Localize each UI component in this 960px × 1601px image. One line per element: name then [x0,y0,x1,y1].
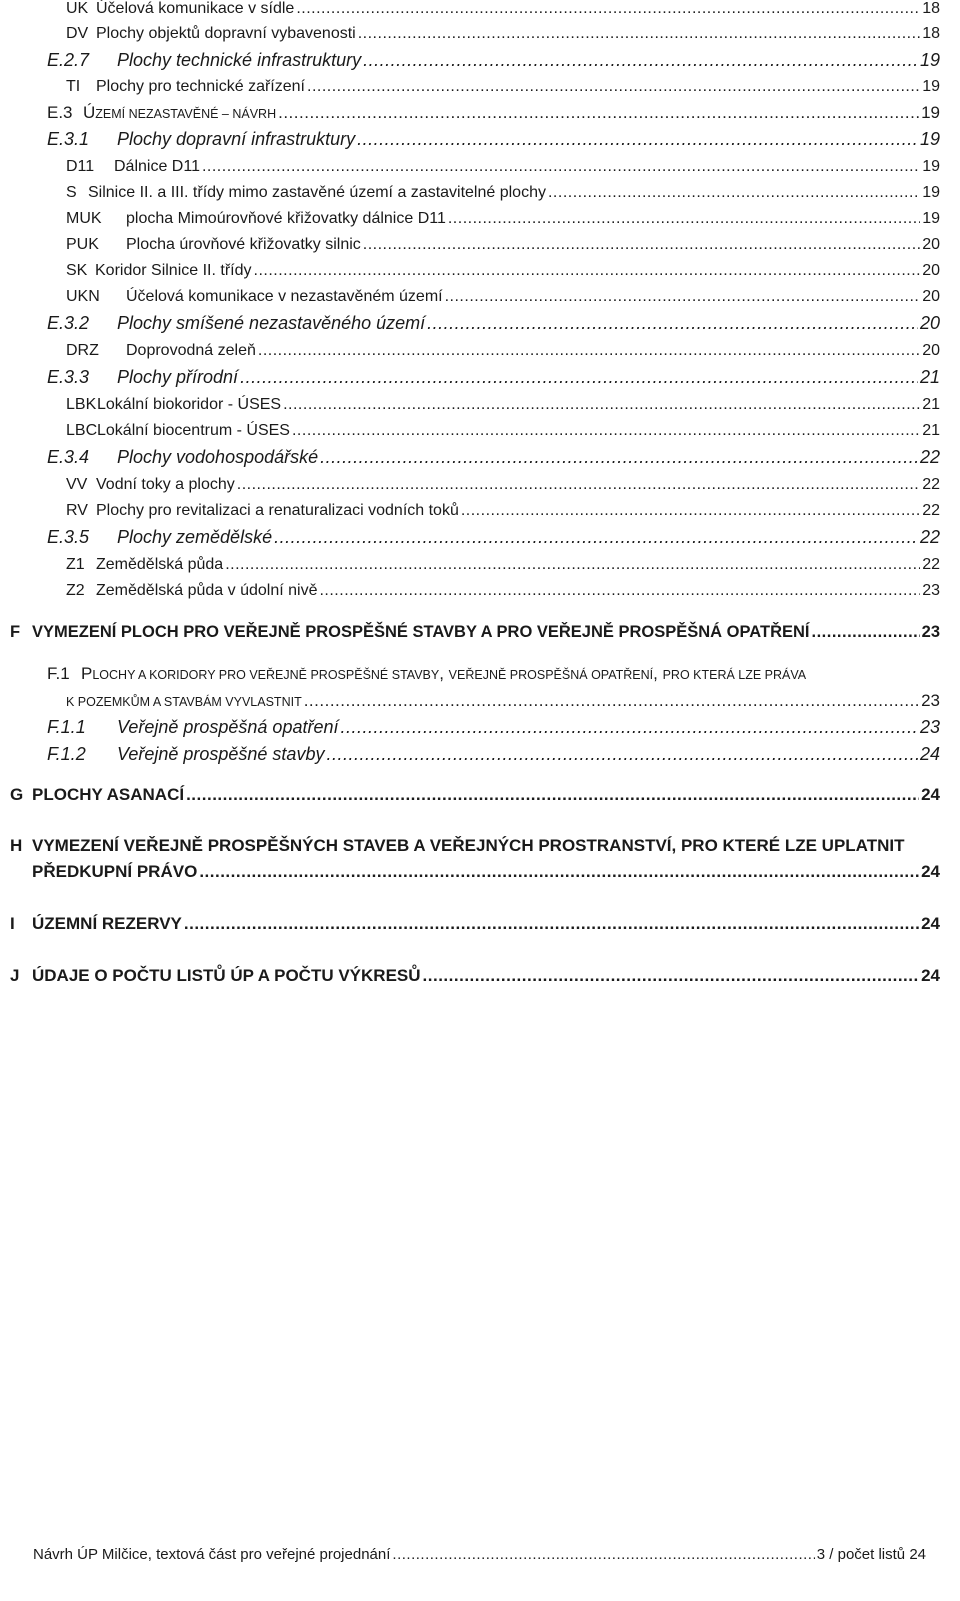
toc-entry-title: ÚZEMNÍ REZERVY [32,914,182,933]
toc-entry[interactable] [66,184,940,202]
page-footer [33,1546,926,1563]
toc-entry-number: MUK [66,210,102,227]
toc-entry-line-2[interactable] [66,691,940,711]
toc-entry-page: 18 [922,0,940,17]
toc-entry-page: 20 [919,313,940,333]
toc-entry-page: 23 [919,717,940,737]
toc-entry-title: Plochy objektů dopravní vybavenosti [96,25,356,42]
toc-entry[interactable] [47,50,940,71]
toc-entry-number: UKN [66,288,100,305]
toc-entry-number: F [10,623,21,641]
leader-dots [292,422,920,440]
toc-entry-number: DRZ [66,342,99,359]
toc-entry-number: DV [66,25,89,42]
leader-dots [254,262,921,280]
toc-entry-page: 20 [922,288,940,305]
leader-dots [304,691,919,711]
toc-entry-title: Plochy smíšené nezastavěného území [117,313,426,333]
leader-dots [274,527,918,548]
toc-entry-page: 23 [921,691,940,710]
toc-entry[interactable] [47,103,940,123]
toc-entry-title: PLOCHY ASANACÍ [32,785,185,804]
toc-entry-title: Lokální biokoridor - ÚSES [97,396,282,413]
toc-entry-title: Plochy technické infrastruktury [117,50,362,70]
leader-dots [202,158,920,176]
toc-entry-number: Z2 [66,582,85,599]
leader-dots [548,184,920,202]
toc-entry[interactable] [66,78,940,96]
toc-entry-title: Plochy pro revitalizaci a renaturalizaci vodních toků [96,502,459,519]
toc-entry-number: D11 [66,158,95,175]
toc-entry-page: 22 [922,502,940,519]
toc-entry-title: Plochy přírodní [117,367,239,387]
toc-entry-page: 22 [919,447,940,467]
toc-entry-page: 19 [922,184,940,201]
leader-dots [445,288,921,306]
toc-entry-title: plocha Mimoúrovňové křižovatky dálnice D11 [126,210,446,227]
toc-entry[interactable] [66,210,940,228]
toc-entry-number: E.3.3 [47,367,90,387]
toc-entry[interactable] [66,582,940,600]
toc-entry-number: F.1 [47,664,70,683]
toc-entry[interactable] [66,342,940,360]
toc-entry-number: E.3.1 [47,129,90,149]
leader-dots [423,966,920,986]
leader-dots [357,129,918,150]
toc-entry-page: 24 [919,744,940,764]
leader-dots [358,25,920,43]
leader-dots [340,717,917,738]
leader-dots [320,447,918,468]
toc-entry-title: VYMEZENÍ PLOCH PRO VEŘEJNĚ PROSPĚŠNÉ STAVBY A PRO VEŘEJNĚ PROSPĚŠNÁ OPATŘENÍ [32,623,810,641]
toc-entry-number: Z1 [66,556,85,573]
toc-entry-page: 20 [922,236,940,253]
toc-entry-number: J [10,966,20,985]
toc-entry-number: E.3.4 [47,447,90,467]
toc-entry[interactable] [66,236,940,254]
leader-dots [326,744,918,765]
footer-text: Návrh ÚP Milčice, textová část pro veřejné projednání [33,1546,391,1563]
leader-dots [283,396,920,414]
toc-entry-number: TI [66,78,81,95]
toc-entry-page: 20 [922,342,940,359]
toc-entry-page: 19 [919,129,940,149]
toc-entry[interactable] [47,313,940,334]
leader-dots [296,0,920,18]
toc-entry-title: Dálnice D11 [114,158,200,175]
toc-entry-page: 24 [921,966,940,985]
toc-entry-number: E.3 [47,103,73,122]
toc-entry-title: Zemědělská půda [96,556,224,573]
toc-entry-title-cont: K POZEMKŮM A STAVBÁM VYVLASTNIT [66,695,302,709]
toc-entry-number: E.3.2 [47,313,90,333]
toc-entry-title: Plochy pro technické zařízení [96,78,305,95]
toc-chapter-line-2[interactable] [32,862,940,882]
toc-entry[interactable] [66,158,940,176]
toc-entry-page: 18 [922,25,940,42]
leader-dots [363,236,920,254]
toc-entry-number: F.1.1 [47,717,86,737]
toc-entry-page: 19 [922,210,940,227]
toc-entry[interactable] [47,367,940,388]
toc-entry[interactable] [66,476,940,494]
toc-entry-title: Doprovodná zeleň [126,342,256,359]
leader-dots [199,862,919,882]
leader-dots [363,50,918,71]
toc-entry-title: Plochy vodohospodářské [117,447,319,467]
toc-entry[interactable] [66,0,940,18]
toc-entry-title: Účelová komunikace v nezastavěném území [126,288,443,305]
toc-entry-title: Vodní toky a plochy [96,476,235,493]
toc-entry-page: 24 [921,862,940,881]
toc-entry-page: 20 [922,262,940,279]
toc-chapter-line-1[interactable] [10,836,940,856]
toc-entry-number: E.2.7 [47,50,90,70]
leader-dots [392,1546,814,1563]
toc-chapter[interactable] [10,785,940,805]
leader-dots [427,313,918,334]
footer-page-number: 3 / počet listů 24 [816,1546,926,1563]
toc-entry-page: 23 [922,582,940,599]
toc-entry[interactable] [66,25,940,43]
toc-entry-page: 21 [919,367,940,387]
leader-dots [225,556,920,574]
toc-entry-page: 22 [919,527,940,547]
toc-entry-number: S [66,184,77,201]
toc-entry[interactable] [66,556,940,574]
leader-dots [184,914,919,934]
toc-entry-number: VV [66,476,88,493]
leader-dots [237,476,920,494]
toc-chapter[interactable] [10,623,940,642]
toc-entry-page: 23 [921,623,940,641]
toc-chapter[interactable] [10,966,940,986]
toc-entry-number: RV [66,502,88,519]
toc-entry-number: F.1.2 [47,744,86,764]
leader-dots [186,785,919,805]
toc-entry-page: 21 [922,396,940,413]
leader-dots [448,210,920,228]
toc-entry[interactable] [47,129,940,150]
toc-entry[interactable] [66,288,940,306]
toc-entry[interactable] [47,447,940,468]
toc-entry-title: VYMEZENÍ VEŘEJNĚ PROSPĚŠNÝCH STAVEB A VEŘEJNÝCH PROSTRANSTVÍ, PRO KTERÉ LZE UPLATNIT [32,836,905,855]
toc-entry-line-1[interactable] [47,664,940,684]
toc-entry-number: PUK [66,236,99,253]
toc-entry[interactable] [66,502,940,520]
toc-entry[interactable] [66,422,940,440]
toc-entry-title: Veřejně prospěšné stavby [117,744,325,764]
toc-entry-page: 19 [921,103,940,122]
toc-entry-page: 19 [922,158,940,175]
toc-entry-page: 24 [921,785,940,804]
leader-dots [258,342,920,360]
toc-entry-title: Veřejně prospěšná opatření [117,717,339,737]
toc-entry-title: Plocha úrovňové křižovatky silnic [126,236,361,253]
toc-entry-number: G [10,785,24,804]
toc-entry-title-cont: PŘEDKUPNÍ PRÁVO [32,862,198,881]
toc-entry-number: UK [66,0,89,17]
toc-entry-title: Silnice II. a III. třídy mimo zastavěné území a zastavitelné plochy [88,184,546,201]
toc-entry[interactable] [66,262,940,280]
toc-chapter[interactable] [10,914,940,934]
toc-entry-page: 24 [921,914,940,933]
leader-dots [278,103,919,123]
toc-entry[interactable] [47,717,940,738]
leader-dots [812,623,920,642]
toc-entry-page: 22 [922,556,940,573]
toc-entry-page: 21 [922,422,940,439]
toc-entry[interactable] [47,744,940,765]
leader-dots [307,78,920,96]
toc-entry-title: Zemědělská půda v údolní nivě [96,582,318,599]
leader-dots [461,502,920,520]
toc-entry-number: LBK [66,396,97,413]
toc-entry[interactable] [47,527,940,548]
toc-entry-title: Účelová komunikace v sídle [96,0,295,17]
toc-entry-number: SK [66,262,88,279]
toc-entry-title: ÚZEMÍ NEZASTAVĚNÉ – NÁVRH [83,103,277,122]
toc-entry-title: Plochy zemědělské [117,527,273,547]
toc-entry-title: Plochy dopravní infrastruktury [117,129,356,149]
leader-dots [319,582,920,600]
toc-entry-number: LBC [66,422,98,439]
toc-entry-title: Koridor Silnice II. třídy [95,262,252,279]
toc-entry-number: H [10,836,23,855]
toc-entry-number: E.3.5 [47,527,90,547]
toc-entry-page: 22 [922,476,940,493]
leader-dots [240,367,918,388]
toc-entry-title: PLOCHY A KORIDORY PRO VEŘEJNĚ PROSPĚŠNÉ STAVBY, VEŘEJNĚ PROSPĚŠNÁ OPATŘENÍ, PRO KTERÁ LZE PRÁVA [81,664,807,683]
toc-entry-title: Lokální biocentrum - ÚSES [97,422,290,439]
toc-entry-number: I [10,914,15,933]
toc-entry-page: 19 [919,50,940,70]
toc-entry[interactable] [66,396,940,414]
toc-entry-title: ÚDAJE O POČTU LISTŮ ÚP A POČTU VÝKRESŮ [32,966,421,985]
toc-entry-page: 19 [922,78,940,95]
